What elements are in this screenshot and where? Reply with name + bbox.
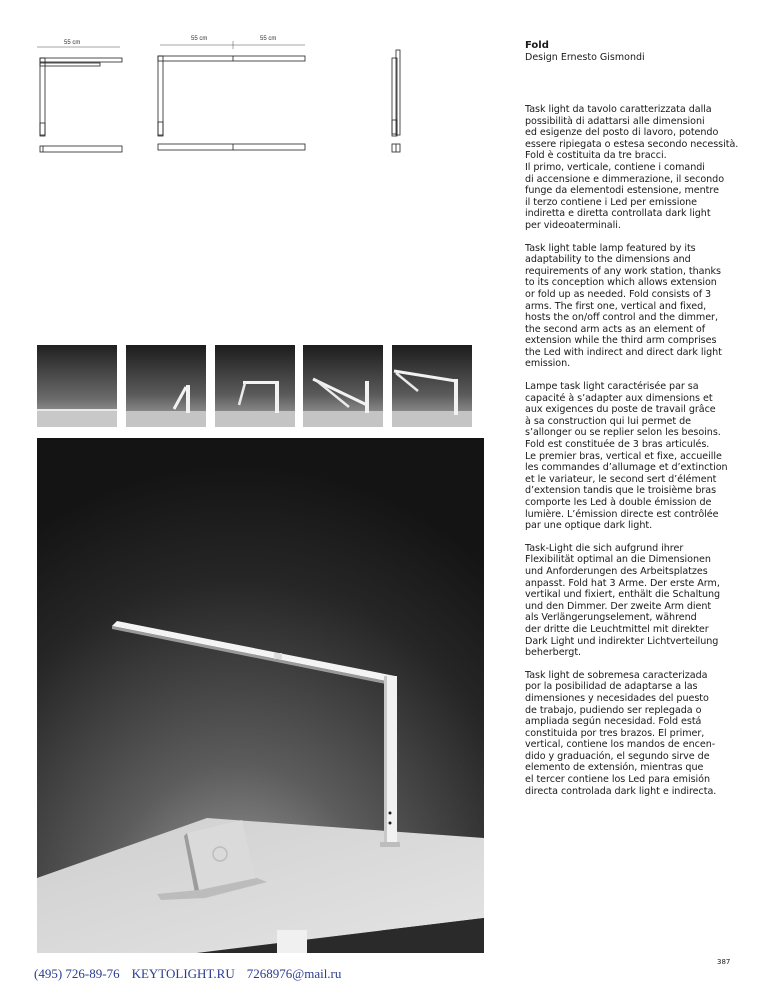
dimension-label: 55 cm <box>191 36 208 42</box>
thumbnail-extended <box>392 345 472 427</box>
thumbnail-fold-2 <box>215 345 295 427</box>
footer-website[interactable]: KEYTOLIGHT.RU <box>131 966 235 981</box>
product-title: Fold <box>525 40 549 51</box>
text-column <box>525 40 747 808</box>
thumbnail-closed <box>37 345 117 427</box>
footer-phone: (495) 726-89-76 <box>34 966 120 981</box>
description-spanish: Task light de sobremesa caracterizada por la posibilidad de adaptarse a las dimensiones y necesidades del puesto de trabajo, pudiendo ser replegada o ampliada según necesidad. Fold está constituida por tres brazos. El primer, vertical, contiene los mandos de encen- dido y graduación, el segundo sirve de elemento de extensión, mientras que el tercer contiene los Led para emisión directa controlada dark light e indirecta. <box>525 669 717 797</box>
dimension-label: 55 cm <box>64 40 81 46</box>
page-number: 387 <box>717 958 731 966</box>
designer-credit: Design Ernesto Gismondi <box>525 52 645 63</box>
description-english: Task light table lamp featured by its adaptability to the dimensions and requirements of any work station, thanks to its conception which allows extension or fold up as needed. Fold consists of 3 arms. The first one, vertical and fixed, hosts the on/off control and the dimmer, the second arm acts as an element of extension while the third arm comprises the Led with indirect and direct dark light emission. <box>525 242 722 370</box>
dimension-label: 55 cm <box>260 36 277 42</box>
description-french: Lampe task light caractérisée par sa capacité à s’adapter aux dimensions et aux exigences du poste de travail grâce à sa construction qui lui permet de s’allonger ou se replier selon les besoins. Fold est constituée de 3 bras articulés. Le premier bras, vertical et fixe, accueille les commandes d’allumage et d’extinction et le variateur, le second sert d’élément d’extension tandis que le troisième bras comporte les Led à double émission de lumière. L’émission directe est contrôlée par une optique dark light. <box>525 381 728 532</box>
hero-photo-lamp-desk <box>37 438 484 953</box>
thumbnail-fold-1 <box>126 345 206 427</box>
thumbnail-fold-3 <box>303 345 383 427</box>
footer-email[interactable]: 7268976@mail.ru <box>246 966 342 981</box>
lamp-line-drawings <box>0 0 520 170</box>
footer-contacts <box>34 966 341 982</box>
description-german: Task-Light die sich aufgrund ihrer Flexibilität optimal an die Dimensionen und Anforderungen des Arbeitsplatzes anpasst. Fold hat 3 Arme. Der erste Arm, vertikal und fixiert, enthält die Schaltung und den Dimmer. Der zweite Arm dient als Verlängerungselement, während der dritte die Leuchtmittel mit direkter Dark Light und indirekter Lichtverteilung beherbergt. <box>525 542 721 659</box>
technical-drawings <box>0 0 520 170</box>
description-italian: Task light da tavolo caratterizzata dalla possibilità di adattarsi alle dimensioni ed esigenze del posto di lavoro, potendo essere ripiegata o estesa secondo necessità. Fold è costituita da tre bracci. Il primo, verticale, contiene i comandi di accensione e dimmerazione, il secondo funge da elementodi estensione, mentre il terzo contiene i Led per emissione indiretta e diretta controllata dark light per videoaterminali. <box>525 104 739 231</box>
